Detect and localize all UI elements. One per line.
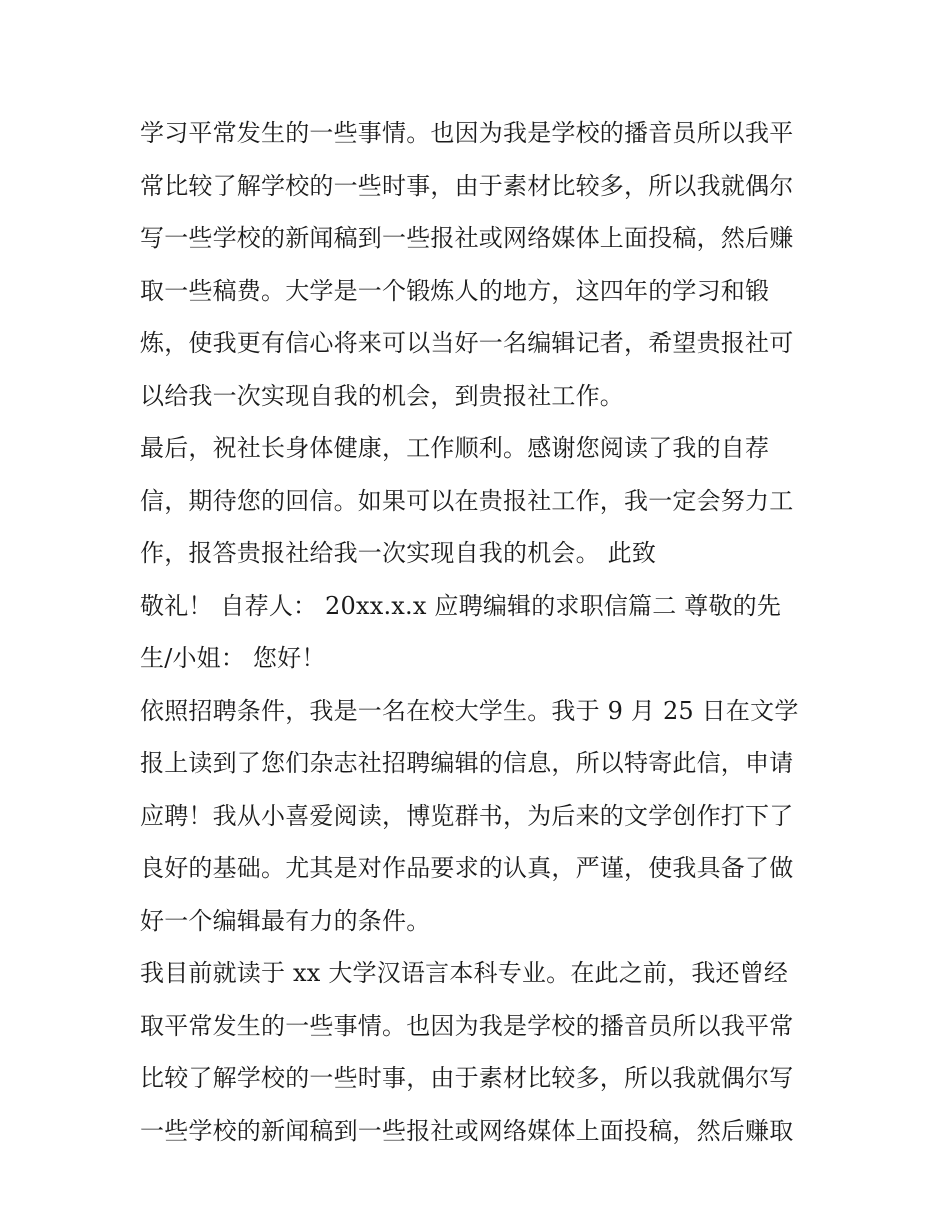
text-line: 炼，使我更有信心将来可以当好一名编辑记者，希望贵报社可 <box>140 329 794 357</box>
text-line: 信，期待您的回信。如果可以在贵报社工作，我一定会努力工 <box>140 486 794 515</box>
text-line: 学习平常发生的一些事情。也因为我是学校的播音员所以我平 <box>140 119 794 147</box>
text-line: 写一些学校的新闻稿到一些报社或网络媒体上面投稿，然后赚 <box>140 224 794 252</box>
text-line: 敬礼！ 自荐人： 20xx.x.x 应聘编辑的求职信篇二 尊敬的先 <box>140 591 782 620</box>
text-line: 常比较了解学校的一些时事，由于素材比较多，所以我就偶尔 <box>140 171 794 200</box>
text-line: 应聘！我从小喜爱阅读，博览群书，为后来的文学创作打下了 <box>140 801 794 830</box>
text-line: 一些学校的新闻稿到一些报社或网络媒体上面投稿，然后赚取 <box>140 1116 794 1145</box>
text-line: 比较了解学校的一些时事，由于素材比较多，所以我就偶尔写 <box>140 1064 794 1092</box>
text-line: 作，报答贵报社给我一次实现自我的机会。 此致 <box>140 539 657 567</box>
text-line: 以给我一次实现自我的机会，到贵报社工作。 <box>140 381 624 410</box>
text-line: 依照招聘条件，我是一名在校大学生。我于 9 月 25 日在文学 <box>140 696 799 725</box>
text-line: 报上读到了您们杂志社招聘编辑的信息，所以特寄此信，申请 <box>140 749 794 777</box>
text-line: 取平常发生的一些事情。也因为我是学校的播音员所以我平常 <box>140 1011 794 1040</box>
text-line: 最后，祝社长身体健康，工作顺利。感谢您阅读了我的自荐 <box>140 434 770 462</box>
text-line: 生/小姐： 您好！ <box>140 644 326 672</box>
text-line: 好一个编辑最有力的条件。 <box>140 906 431 935</box>
text-line: 良好的基础。尤其是对作品要求的认真，严谨，使我具备了做 <box>140 854 794 882</box>
text-line: 我目前就读于 xx 大学汉语言本科专业。在此之前，我还曾经 <box>140 959 789 987</box>
letter-body <box>140 107 830 1157</box>
text-line: 取一些稿费。大学是一个锻炼人的地方，这四年的学习和锻 <box>140 276 770 305</box>
